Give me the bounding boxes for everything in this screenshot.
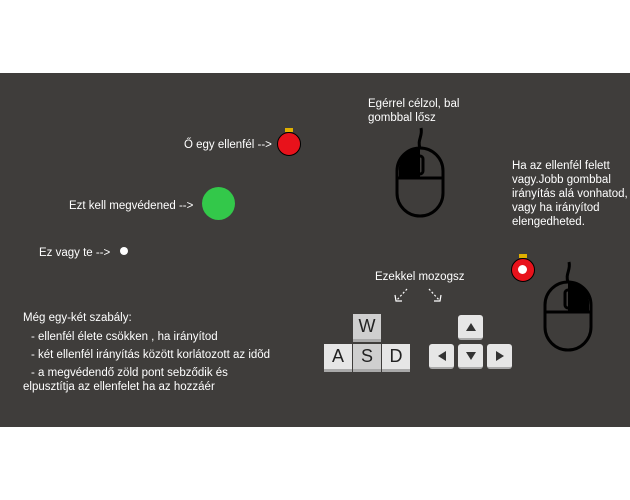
rule-item-2: - két ellenfél irányítás között korlátozott az idõd [31,349,271,361]
mouse-aim-label: Egérrel célzol, bal gombbal lősz [368,98,460,124]
arrow-right-key [487,344,512,369]
enemy-label: Ő egy ellenfél --> [184,139,272,151]
move-arrow-right-icon [427,288,443,304]
move-label: Ezekkel mozogsz [375,271,465,283]
rule-item-1: - ellenfél élete csökken , ha irányítod [31,331,218,343]
game-instructions-panel [0,73,630,427]
arrow-down-key [458,344,483,369]
arrow-left-icon [438,351,446,361]
protect-label: Ezt kell megvédened --> [69,200,194,212]
right-click-hint: Ha az ellenfél felett vagy.Jobb gombbal irányítás alá vonhatod, vagy ha irányítod elengedheted. [512,160,628,228]
key-s: S [353,344,381,372]
arrow-right-icon [496,351,504,361]
rule-item-3: - a megvédendő zöld pont sebződik és elpusztítja az ellenfelet ha az hozzáér [23,367,228,393]
mouse-left-icon [395,128,445,218]
rules-title: Még egy-két szabály: [23,312,132,324]
player-dot-icon [120,247,128,255]
arrow-up-key [458,315,483,340]
enemy-icon [277,128,301,158]
protected-point-icon [202,187,235,220]
arrow-up-icon [466,323,476,331]
move-arrow-left-icon [393,288,409,304]
enemy-small-icon [510,254,536,284]
key-w: W [353,314,381,342]
arrow-down-icon [466,352,476,360]
player-label: Ez vagy te --> [39,247,111,259]
arrow-left-key [429,344,454,369]
key-a: A [324,344,352,372]
mouse-right-icon [543,262,593,352]
key-d: D [382,344,410,372]
